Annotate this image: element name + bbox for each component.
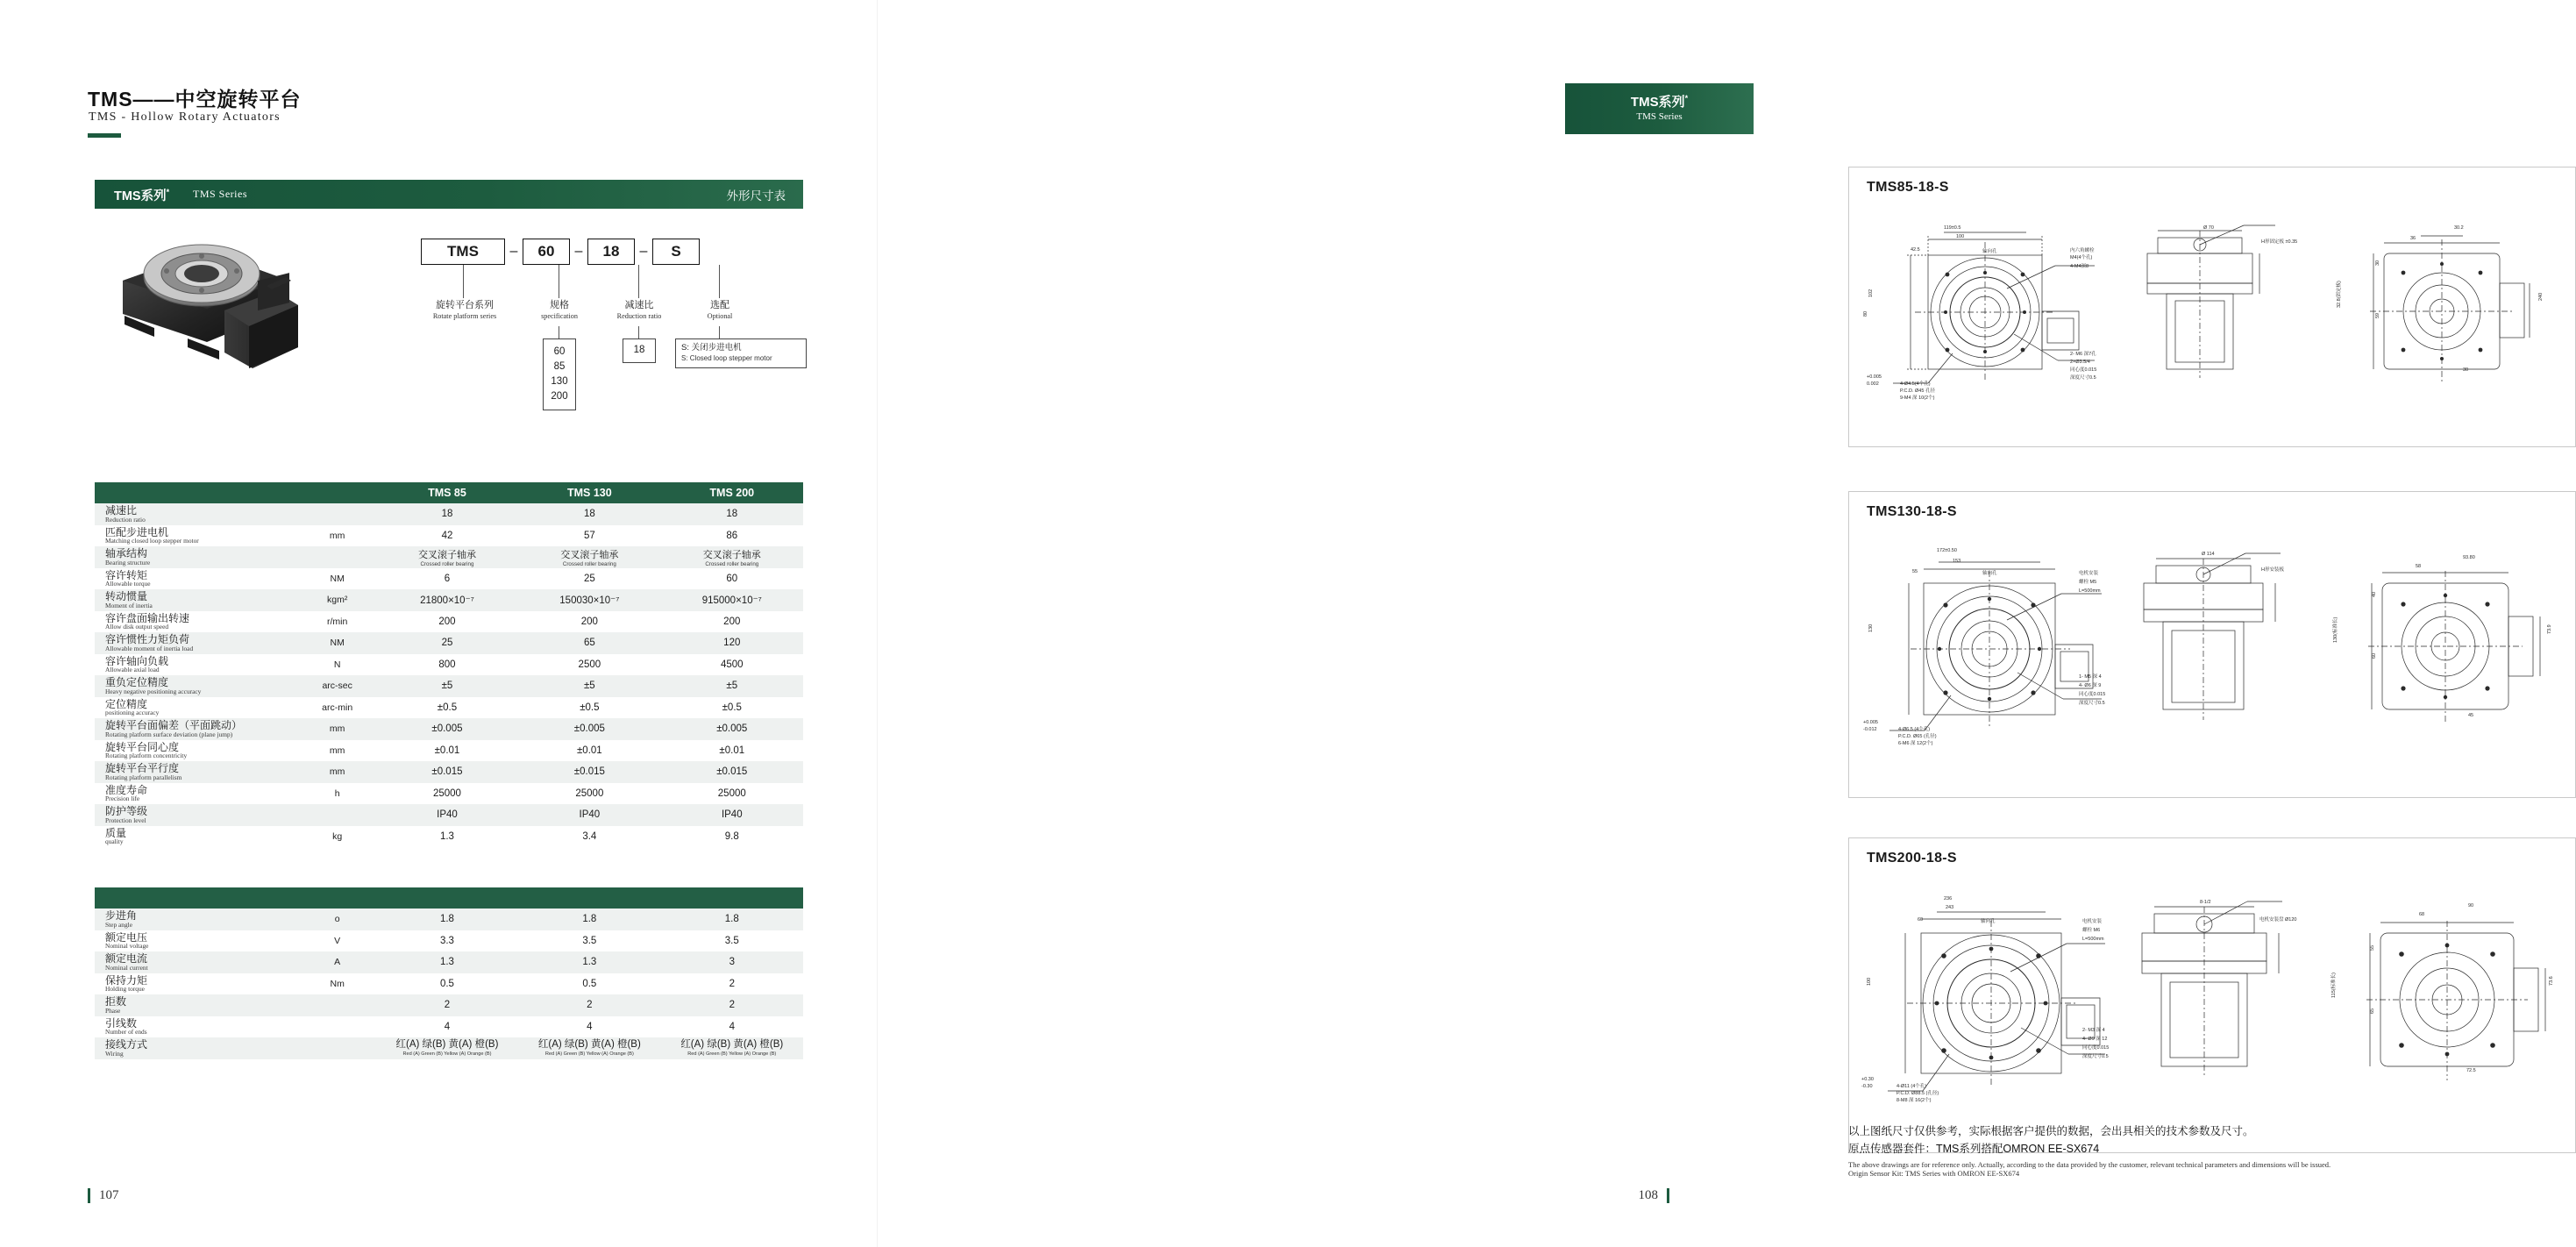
svg-text:240: 240	[2538, 292, 2544, 301]
spec-table-main	[95, 482, 803, 847]
row-val-200: 18	[661, 503, 803, 525]
svg-text:M4(4个孔): M4(4个孔)	[2070, 255, 2093, 260]
svg-text:P.C.D. Ø88.5 (孔径): P.C.D. Ø88.5 (孔径)	[1896, 1091, 1939, 1096]
legend-series: 旋转平台系列 Rotate platform series	[432, 300, 497, 320]
row-val-85: 21800×10⁻⁷	[376, 589, 518, 611]
series-header-bar	[95, 180, 803, 209]
svg-text:55: 55	[2370, 944, 2375, 951]
svg-text:4-Ø6.5 (4个孔): 4-Ø6.5 (4个孔)	[1898, 727, 1931, 732]
row-val-130: 65	[518, 632, 660, 654]
row-val-130: 2500	[578, 659, 601, 670]
svg-text:100: 100	[1867, 977, 1872, 986]
row-val-130: 1.3	[518, 951, 660, 973]
row-val-130: 3.5	[582, 935, 597, 946]
table-row	[95, 589, 803, 611]
row-val-200: 3	[661, 951, 803, 973]
svg-text:36: 36	[2410, 236, 2416, 241]
row-val-85: 交叉滚子轴承 Crossed roller bearing	[376, 546, 518, 568]
svg-text:螺栓 M5: 螺栓 M5	[2079, 580, 2097, 585]
row-unit: r/min	[326, 616, 348, 627]
svg-text:32.8(固定板): 32.8(固定板)	[2337, 281, 2342, 308]
svg-text:L=500mm: L=500mm	[2082, 937, 2104, 942]
row-val-85: 3.3	[439, 935, 454, 946]
row-val-85: ±0.5	[437, 702, 458, 713]
side-tab-zh: TMS系列*	[1630, 94, 1689, 110]
code-dash-2: –	[574, 244, 583, 259]
table-row	[95, 632, 803, 654]
svg-text:+0.30: +0.30	[1861, 1077, 1874, 1082]
row-val-85: 1.3	[439, 830, 454, 842]
table-row	[95, 546, 803, 568]
row-unit	[299, 994, 376, 1016]
svg-text:55: 55	[1912, 569, 1918, 574]
row-val-130: ±0.5	[580, 702, 600, 713]
row-label: 额定电压 Nominal voltage	[105, 930, 149, 951]
title-rule	[88, 133, 121, 138]
row-unit: kg	[332, 830, 343, 842]
code-tick-3	[638, 265, 639, 298]
row-unit: h	[334, 787, 340, 799]
row-val-85: 200	[438, 616, 456, 627]
optional-note-zh: S: 关闭步进电机	[681, 343, 742, 353]
table-row	[95, 761, 803, 783]
code-box-series: TMS	[421, 239, 505, 265]
svg-text:73.9: 73.9	[2547, 624, 2552, 634]
svg-text:6-M6 深 12(2个): 6-M6 深 12(2个)	[1898, 741, 1933, 746]
hdr-blank-4	[518, 887, 660, 909]
page-title-en: TMS - Hollow Rotary Actuators	[89, 110, 281, 124]
legend-optional: 选配 Optional	[707, 300, 733, 320]
table-row	[95, 804, 803, 826]
svg-text:1- M5 深 4: 1- M5 深 4	[2079, 674, 2102, 680]
spec-options-box: 60 85 130 200	[543, 338, 576, 410]
svg-text:同心度0.015: 同心度0.015	[2079, 692, 2106, 697]
svg-text:电机安装盘 Ø120: 电机安装盘 Ø120	[2259, 917, 2297, 923]
row-unit	[299, 503, 376, 525]
row-unit: kgm²	[299, 589, 376, 611]
row-val-85: 42	[441, 530, 453, 541]
svg-text:72.5: 72.5	[2466, 1068, 2476, 1073]
svg-text:153: 153	[1953, 559, 1961, 564]
side-tab-en: TMS Series	[1636, 111, 1683, 122]
svg-text:65: 65	[2370, 1008, 2375, 1014]
row-val-130: ±0.01	[577, 745, 602, 756]
row-val-85: 4	[444, 1021, 451, 1032]
row-label: 容许盘面输出转速 Allow disk output speed	[105, 611, 190, 631]
code-dash-3: –	[639, 244, 648, 259]
row-val-130: 150030×10⁻⁷	[518, 589, 660, 611]
svg-text:115(标准长): 115(标准长)	[2331, 973, 2337, 998]
svg-text:4-M4深8: 4-M4深8	[2070, 264, 2089, 269]
table-row	[95, 1016, 803, 1038]
code-tick-ratio-down	[638, 326, 639, 338]
model-code-row	[421, 239, 700, 265]
row-label: 引线数 Number of ends	[105, 1016, 147, 1037]
svg-text:58: 58	[2416, 564, 2422, 569]
row-val-200: ±0.5	[722, 702, 742, 713]
svg-text:172±0.50: 172±0.50	[1937, 548, 1957, 553]
svg-text:深度尺寸0.5: 深度尺寸0.5	[2070, 375, 2096, 381]
row-unit: A	[299, 951, 376, 973]
hdr-tms130: TMS 130	[566, 487, 612, 499]
svg-text:同心度0.015: 同心度0.015	[2070, 367, 2097, 373]
row-val-200: ±0.01	[719, 745, 745, 756]
svg-text:2- M6 深7孔: 2- M6 深7孔	[2070, 352, 2096, 357]
row-unit: V	[334, 935, 341, 946]
row-unit: NM	[299, 632, 376, 654]
drawing-panel-tms85	[1848, 167, 2576, 447]
row-unit: arc-min	[322, 702, 353, 713]
row-val-200: ±0.005	[661, 718, 803, 740]
row-val-200: 60	[726, 573, 738, 584]
svg-text:4- Ø6 深 9: 4- Ø6 深 9	[2079, 683, 2102, 688]
row-unit: NM	[330, 573, 345, 584]
row-unit: arc-sec	[299, 675, 376, 697]
row-val-85: ±0.005	[376, 718, 518, 740]
table-row	[95, 718, 803, 740]
svg-text:-0.30: -0.30	[1861, 1084, 1873, 1089]
table-row	[95, 611, 803, 633]
svg-text:0.002: 0.002	[1867, 381, 1879, 387]
right-page	[877, 0, 2554, 1247]
drawing-area-tms85	[1849, 204, 2575, 441]
hdr-blank-3	[376, 887, 518, 909]
row-val-85: 2	[376, 994, 518, 1016]
row-val-200: 2	[661, 994, 803, 1016]
table-row	[95, 697, 803, 719]
row-unit	[299, 1016, 376, 1038]
svg-text:102: 102	[1868, 289, 1874, 297]
row-val-85: 1.3	[376, 951, 518, 973]
page-number-left: 107	[88, 1188, 119, 1203]
row-unit: mm	[299, 761, 376, 783]
svg-text:4-Ø11 (4个孔): 4-Ø11 (4个孔)	[1896, 1084, 1927, 1089]
row-val-130: 18	[518, 503, 660, 525]
code-tick-opt-down	[719, 326, 720, 338]
table-row	[95, 951, 803, 973]
row-label: 旋转平台面偏差（平面跳动） Rotating platform surface deviation (plane jump)	[95, 718, 299, 740]
row-label: 保持力矩 Holding torque	[105, 973, 148, 994]
row-label: 接线方式 Wiring	[95, 1037, 299, 1059]
table-row	[95, 525, 803, 547]
row-unit	[299, 546, 376, 568]
svg-text:30: 30	[2375, 260, 2380, 266]
table-row	[95, 930, 803, 952]
row-label: 容许转矩 Allowable torque	[105, 568, 151, 588]
svg-text:轴向孔: 轴向孔	[1982, 571, 1997, 576]
row-val-200: 9.8	[724, 830, 739, 842]
footnote-line-2: 原点传感器套件：TMS系列搭配OMRON EE-SX674	[1848, 1143, 2100, 1155]
row-val-85: 18	[376, 503, 518, 525]
row-val-200: 120	[661, 632, 803, 654]
row-val-85: 0.5	[439, 978, 454, 989]
optional-note-en: S: Closed loop stepper motor	[681, 353, 772, 362]
drawing-area-tms130	[1849, 529, 2575, 792]
row-label: 转动惯量 Moment of inertia	[95, 589, 299, 611]
row-val-200: 915000×10⁻⁷	[661, 589, 803, 611]
row-label: 旋转平台平行度 Rotating platform parallelism	[95, 761, 299, 783]
row-label: 重负定位精度 Heavy negative positioning accuracy	[95, 675, 299, 697]
svg-text:73.6: 73.6	[2549, 976, 2554, 986]
row-val-200: 4500	[720, 659, 744, 670]
row-val-130: ±0.015	[518, 761, 660, 783]
panel-title-tms85: TMS85-18-S	[1867, 180, 1949, 195]
table-row	[95, 654, 803, 676]
drawing-area-tms200	[1849, 875, 2575, 1147]
row-val-85: 红(A) 绿(B) 黄(A) 橙(B) Red (A) Green (B) Yellow (A) Orange (B)	[376, 1037, 518, 1059]
svg-text:P.C.D. Ø65 (孔径): P.C.D. Ø65 (孔径)	[1898, 734, 1937, 739]
ratio-options-box: 18	[623, 338, 656, 363]
code-box-spec: 60	[523, 239, 570, 265]
row-val-200: 2	[729, 978, 735, 989]
svg-text:100: 100	[1956, 234, 1965, 239]
svg-text:130: 130	[1868, 624, 1874, 632]
svg-text:H形固定板 ±0.35: H形固定板 ±0.35	[2261, 239, 2298, 245]
row-val-130: 4	[587, 1021, 593, 1032]
panel-footnote	[1848, 1122, 2576, 1178]
row-label: 容许惯性力矩负荷 Allowable moment of inertia load	[95, 632, 299, 654]
svg-text:轴向孔: 轴向孔	[1982, 249, 1997, 254]
svg-text:59: 59	[2375, 312, 2380, 318]
footnote-en-2: Origin Sensor Kit: TMS Series with OMRON EE-SX674	[1848, 1169, 2020, 1178]
row-val-130: 57	[583, 530, 595, 541]
table-row	[95, 973, 803, 995]
row-val-130: 200	[580, 616, 598, 627]
row-val-200: 交叉滚子轴承 Crossed roller bearing	[661, 546, 803, 568]
svg-text:P.C.D. Ø45 孔径: P.C.D. Ø45 孔径	[1900, 388, 1935, 394]
row-val-85: 800	[438, 659, 456, 670]
svg-text:60: 60	[1918, 917, 1924, 923]
row-val-130: 3.4	[582, 830, 597, 842]
svg-text:螺栓 M6: 螺栓 M6	[2082, 928, 2101, 933]
panel-title-tms200: TMS200-18-S	[1867, 851, 1957, 866]
svg-text:L=500mm: L=500mm	[2079, 588, 2101, 594]
svg-text:深度尺寸0.5: 深度尺寸0.5	[2079, 701, 2105, 706]
row-val-130: ±5	[518, 675, 660, 697]
svg-text:93.80: 93.80	[2463, 555, 2475, 560]
svg-text:+0.005: +0.005	[1863, 720, 1878, 725]
svg-text:轴向孔: 轴向孔	[1981, 919, 1996, 924]
row-label: 拒数 Phase	[95, 994, 299, 1016]
row-label: 减速比 Reduction ratio	[95, 503, 299, 525]
hdr-blank-2	[299, 887, 376, 909]
table-row	[95, 1037, 803, 1059]
row-val-130: 1.8	[518, 909, 660, 930]
row-val-85: 1.8	[376, 909, 518, 930]
row-val-85: ±0.015	[376, 761, 518, 783]
optional-note-box	[675, 338, 807, 368]
row-label: 轴承结构 Bearing structure	[95, 546, 299, 568]
legend-spec: 规格 specification	[541, 300, 578, 320]
footnote-line-1: 以上图纸尺寸仅供参考，实际根据客户提供的数据，会出具相关的技术参数及尺寸。	[1848, 1125, 2254, 1137]
footnote-en-1: The above drawings are for reference only. Actually, according to the data provided by the customer, relevant technical parameters and dimensions will be issued.	[1848, 1160, 2331, 1169]
page-title: TMS——中空旋转平台	[88, 88, 302, 110]
row-unit: mm	[329, 745, 345, 756]
table-row	[95, 503, 803, 525]
row-val-85: ±5	[376, 675, 518, 697]
left-page	[0, 0, 877, 1247]
svg-text:2- M3 深 4: 2- M3 深 4	[2082, 1028, 2105, 1033]
svg-text:9-M4 深 10(2个): 9-M4 深 10(2个)	[1900, 395, 1935, 401]
row-label: 防护等级 Protection level	[95, 804, 299, 826]
row-unit: mm	[329, 530, 345, 541]
row-val-130: 交叉滚子轴承 Crossed roller bearing	[518, 546, 660, 568]
svg-text:内六角螺栓: 内六角螺栓	[2070, 248, 2095, 253]
hdr-blank-1	[95, 887, 299, 909]
svg-text:80: 80	[1863, 310, 1868, 317]
svg-text:电机安装: 电机安装	[2082, 919, 2103, 924]
row-unit: o	[299, 909, 376, 930]
svg-text:8-1/2: 8-1/2	[2200, 900, 2211, 905]
row-label: 额定电流 Nominal current	[95, 951, 299, 973]
table-row	[95, 675, 803, 697]
series-header-en: TMS Series	[193, 188, 247, 200]
row-val-85: IP40	[376, 804, 518, 826]
row-val-85: 25	[376, 632, 518, 654]
table-row	[95, 994, 803, 1016]
svg-text:4- Ø9 深 12: 4- Ø9 深 12	[2082, 1037, 2108, 1042]
row-val-200: ±0.015	[661, 761, 803, 783]
row-label: 定位精度 positioning accuracy	[105, 697, 160, 717]
svg-text:30: 30	[2463, 367, 2469, 373]
code-box-optional: S	[652, 239, 700, 265]
table-row	[95, 740, 803, 762]
row-val-130: ±0.005	[518, 718, 660, 740]
row-val-85: 25000	[432, 787, 461, 799]
row-val-85: 6	[444, 573, 451, 584]
row-val-130: IP40	[518, 804, 660, 826]
svg-text:130(标准长): 130(标准长)	[2333, 616, 2338, 643]
row-val-130: 25000	[575, 787, 604, 799]
series-side-tab	[1565, 83, 1754, 134]
svg-text:60: 60	[2372, 652, 2377, 659]
drawing-panel-tms130	[1848, 491, 2576, 798]
row-unit	[299, 804, 376, 826]
page-number-right: 108	[1639, 1188, 1670, 1203]
svg-text:8-M8 深 16(2个): 8-M8 深 16(2个)	[1896, 1098, 1932, 1103]
hdr-tms85: TMS 85	[428, 487, 466, 499]
svg-text:电机安装: 电机安装	[2079, 571, 2099, 576]
row-val-200: IP40	[661, 804, 803, 826]
spec-table-motor	[95, 887, 803, 1059]
row-unit	[299, 1037, 376, 1059]
row-val-200: 1.8	[661, 909, 803, 930]
svg-text:119±0.5: 119±0.5	[1944, 225, 1961, 231]
svg-text:4-Ø4.5(4个孔): 4-Ø4.5(4个孔)	[1900, 381, 1931, 387]
svg-text:-0.012: -0.012	[1863, 727, 1877, 732]
table-row	[95, 568, 803, 590]
svg-text:90: 90	[2468, 903, 2474, 909]
svg-text:2×Ø3.5/4: 2×Ø3.5/4	[2070, 360, 2090, 365]
table-row	[95, 909, 803, 930]
svg-text:30.2: 30.2	[2454, 225, 2464, 231]
row-label: 步进角 Step angle	[95, 909, 299, 930]
code-tick-4	[719, 265, 720, 298]
svg-text:同心度0.015: 同心度0.015	[2082, 1045, 2110, 1051]
hdr-blank-2	[299, 482, 376, 503]
product-photo	[103, 235, 305, 388]
svg-text:40: 40	[2372, 591, 2377, 597]
svg-text:68: 68	[2419, 912, 2425, 917]
row-unit: Nm	[330, 978, 345, 989]
spec-table-header-row	[95, 482, 803, 503]
code-tick-1	[463, 265, 464, 298]
row-val-130: 红(A) 绿(B) 黄(A) 橙(B) Red (A) Green (B) Yellow (A) Orange (B)	[518, 1037, 660, 1059]
row-label: 质量 quality	[105, 826, 127, 846]
row-val-200: 红(A) 绿(B) 黄(A) 橙(B) Red (A) Green (B) Yellow (A) Orange (B)	[661, 1037, 803, 1059]
row-label: 准度寿命 Precision life	[105, 783, 148, 803]
hdr-blank-1	[95, 482, 299, 503]
table-row	[95, 783, 803, 805]
panel-title-tms130: TMS130-18-S	[1867, 504, 1957, 519]
row-val-130: 2	[518, 994, 660, 1016]
row-val-200: 4	[729, 1021, 735, 1032]
svg-text:236: 236	[1944, 896, 1953, 901]
series-header-right: 外形尺寸表	[726, 189, 786, 203]
table-row	[95, 826, 803, 848]
row-val-200: 86	[726, 530, 738, 541]
svg-text:深度尺寸0.5: 深度尺寸0.5	[2082, 1054, 2109, 1059]
row-val-130: 0.5	[582, 978, 597, 989]
svg-text:+0.005: +0.005	[1867, 374, 1882, 380]
row-label: 旋转平台同心度 Rotating platform concentricity	[105, 740, 188, 760]
row-unit: N	[333, 659, 341, 670]
svg-text:42.5: 42.5	[1911, 247, 1920, 253]
hdr-tms200: TMS 200	[709, 487, 755, 499]
row-unit: mm	[299, 718, 376, 740]
hdr-blank-5	[661, 887, 803, 909]
row-val-200: ±5	[661, 675, 803, 697]
row-val-200: 200	[723, 616, 741, 627]
legend-ratio: 减速比 Reduction ratio	[616, 300, 662, 320]
row-label: 容许轴向负载 Allowable axial load	[105, 654, 169, 674]
series-header-zh: TMS系列*	[114, 188, 170, 203]
drawing-panel-tms200	[1848, 837, 2576, 1153]
svg-text:Ø 70: Ø 70	[2203, 225, 2214, 231]
svg-text:45: 45	[2468, 713, 2474, 718]
svg-text:243: 243	[1946, 905, 1954, 910]
code-dash-1: –	[509, 244, 518, 259]
row-label: 匹配步进电机 Matching closed loop stepper motor	[105, 525, 199, 545]
code-box-ratio: 18	[587, 239, 635, 265]
motor-table-header-row	[95, 887, 803, 909]
svg-text:Ø 114: Ø 114	[2202, 552, 2215, 557]
svg-text:H形安装板: H形安装板	[2261, 567, 2284, 573]
row-val-130: 25	[583, 573, 595, 584]
row-val-200: 25000	[717, 787, 746, 799]
row-val-200: 3.5	[724, 935, 739, 946]
row-val-85: ±0.01	[434, 745, 460, 756]
